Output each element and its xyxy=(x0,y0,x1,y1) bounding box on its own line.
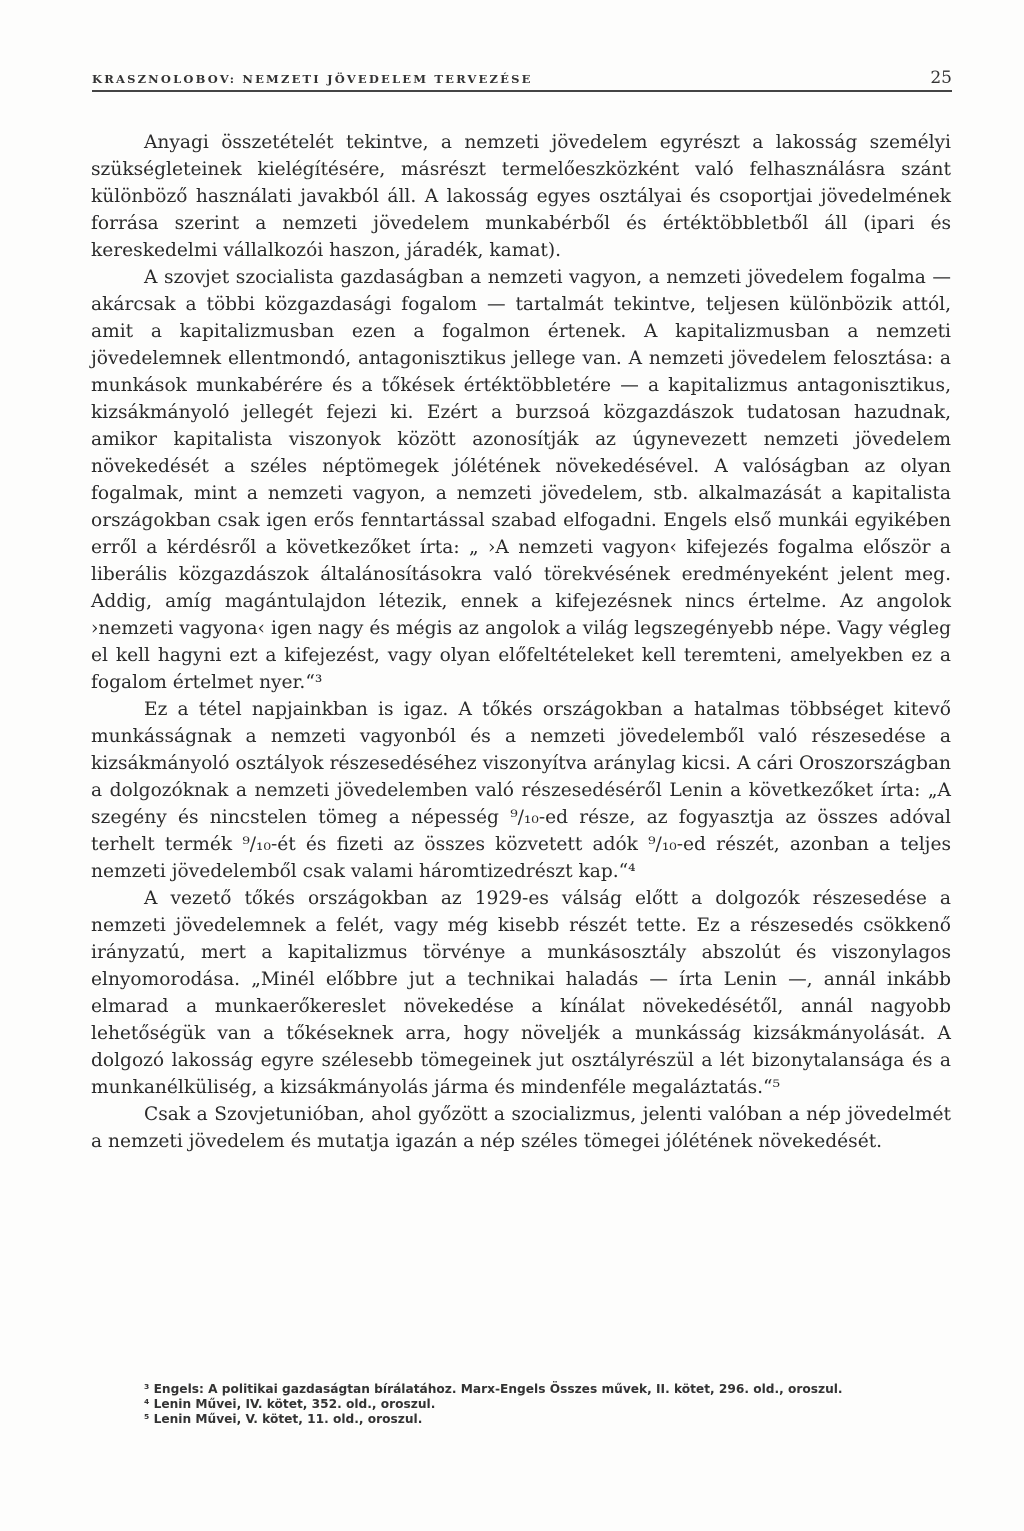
page-number: 25 xyxy=(930,68,952,88)
footnotes xyxy=(91,1382,953,1427)
paragraph: A szovjet szocialista gazdaságban a nemzeti vagyon, a nemzeti jövedelem fogalma — akárcsak a többi közgazdasági fogalom — tartalmát tekintve, teljesen különbözik attól, amit a kapitalizmusban ezen a fogalmon értenek. A kapitalizmusban a nemzeti jövedelemnek ellentmondó, antagonisztikus jellege van. A nemzeti jövedelem felosztása: a munkások munkabérére és a tőkések értéktöbbletére — a kapitalizmus antagonisztikus, kizsákmányoló jellegét fejezi ki. Ezért a burzsoá közgazdászok tudatosan hazudnak, amikor kapitalista viszonyok között azonosítják az úgynevezett nemzeti jövedelem növekedését a széles néptömegek jólétének növekedésével. A valóságban az olyan fogalmak, mint a nemzeti vagyon, a nemzeti jövedelem, stb. alkalmazását a kapitalista országokban csak igen erős fenntartással szabad elfogadni. Engels első munkái egyikében erről a kérdésről a következőket írta: „ ›A nemzeti vagyon‹ kifejezés fogalma először a liberális közgazdászok általánosításokra való törekvésének eredményeként jelent meg. Addig, amíg magántulajdon létezik, ennek a kifejezésnek nincs értelme. Az angolok ›nemzeti vagyona‹ igen nagy és mégis az angolok a világ legszegényebb népe. Vagy végleg el kell hagyni ezt a kifejezést, vagy olyan előfeltételeket kell teremteni, amelyekben ez a fogalom értelmet nyer.“³ xyxy=(91,267,951,693)
footnote: ⁴ Lenin Művei, IV. kötet, 352. old., oroszul. xyxy=(144,1397,436,1411)
paragraph: Anyagi összetételét tekintve, a nemzeti jövedelem egyrészt a lakosság személyi szükségleteinek kielégítésére, másrészt termelőeszközként való felhasználásra szánt különböző használati javakból áll. A lakosság egyes osztályai és csoportjai jövedelmének forrása szerint a nemzeti jövedelem munkabérből és értéktöbbletből áll (ipari és kereskedelmi vállalkozói haszon, járadék, kamat). xyxy=(91,132,951,261)
running-header xyxy=(92,64,952,92)
body-text xyxy=(91,129,951,1155)
paragraph: Ez a tétel napjainkban is igaz. A tőkés országokban a hatalmas többséget kitevő munkásságnak a nemzeti vagyonból és a nemzeti jövedelemből való részesedése a kizsákmányoló osztályok részesedéséhez viszonyítva aránylag kicsi. A cári Oroszországban a dolgozóknak a nemzeti jövedelemben való részesedéséről Lenin a következőket írta: „A szegény és nincstelen tömeg a népesség ⁹/₁₀-ed része, az fogyasztja az összes adóval terhelt termék ⁹/₁₀-ét és fizeti az összes közvetett adók ⁹/₁₀-ed részét, azonban a teljes nemzeti jövedelemből csak valami háromtizedrészt kap.“⁴ xyxy=(91,699,951,882)
paragraph: Csak a Szovjetunióban, ahol győzött a szocializmus, jelenti valóban a nép jövedelmét a nemzeti jövedelem és mutatja igazán a nép széles tömegei jólétének növekedését. xyxy=(91,1104,951,1152)
paragraph: A vezető tőkés országokban az 1929-es válság előtt a dolgozók részesedése a nemzeti jövedelemnek a felét, vagy még kisebb részét tette. Ez a részesedés csökkenő irányzatú, mert a kapitalizmus törvénye a munkásosztály abszolút és viszonylagos elnyomorodása. „Minél előbbre jut a technikai haladás — írta Lenin —, annál inkább elmarad a munkaerőkereslet növekedése a kínálat növekedésétől, annál nagyobb lehetőségük van a tőkéseknek arra, hogy növeljék a munkásság kizsákmányolását. A dolgozó lakosság egyre szélesebb tömegeinek jut osztályrészül a lét bizonytalansága és a munkanélküliség, a kizsákmányolás járma és mindenféle megaláztatás.“⁵ xyxy=(91,888,951,1098)
footnote: ⁵ Lenin Művei, V. kötet, 11. old., oroszul. xyxy=(144,1412,423,1426)
footnote: ³ Engels: A politikai gazdaságtan bírálatához. Marx-Engels Összes művek, II. kötet, 296. old., oroszul. xyxy=(144,1382,843,1396)
running-title: KRASZNOLOBOV: NEMZETI JÖVEDELEM TERVEZÉSE xyxy=(92,72,533,86)
